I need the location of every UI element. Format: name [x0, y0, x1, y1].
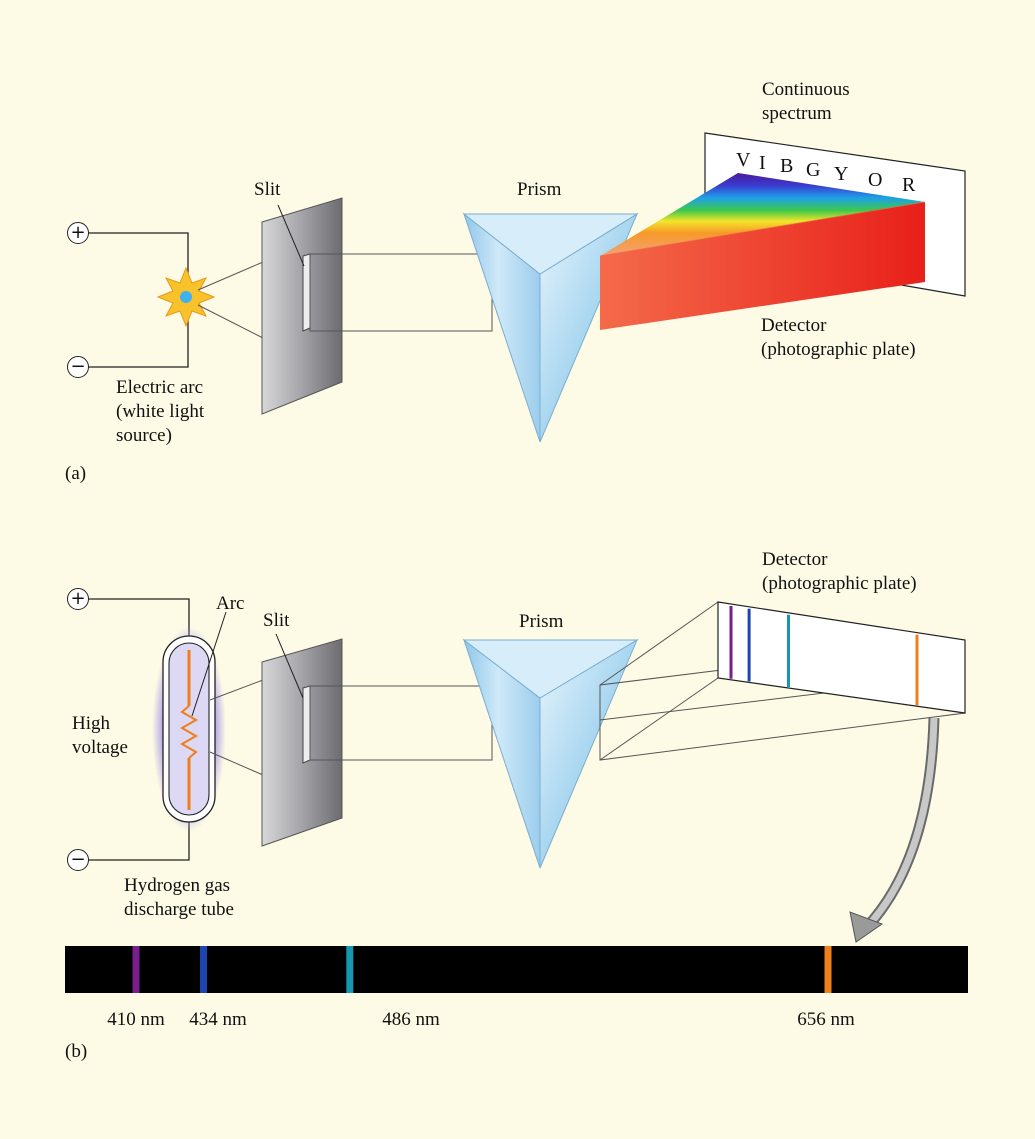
spectrum-label-line2: spectrum — [762, 103, 832, 124]
letter-o: O — [868, 169, 883, 191]
curved-arrow-inner — [866, 718, 934, 928]
ray-a-top — [198, 262, 263, 290]
panel-a-tag: (a) — [65, 463, 87, 484]
letter-v: V — [736, 149, 751, 171]
detector-label-b-line2: (photographic plate) — [762, 573, 917, 594]
voltage-label-line1: High — [72, 713, 110, 734]
source-label-line3: source) — [116, 425, 172, 446]
prism-label-b: Prism — [519, 611, 564, 632]
letter-r: R — [902, 174, 916, 196]
detector-label-b-line1: Detector — [762, 549, 828, 570]
arc-label: Arc — [216, 593, 245, 614]
plus-terminal-a: + — [67, 222, 89, 244]
prism-label-a: Prism — [517, 179, 562, 200]
line-label-656: 656 nm — [797, 1009, 855, 1030]
detector-label-a-line1: Detector — [761, 315, 827, 336]
detector-label-a-line2: (photographic plate) — [761, 339, 916, 360]
letter-y: Y — [834, 163, 849, 185]
slit-opening-b — [303, 686, 310, 763]
spectral-line-486 — [346, 946, 353, 993]
detector-plate-b — [718, 602, 965, 713]
line-label-410: 410 nm — [107, 1009, 165, 1030]
slit-label-a: Slit — [254, 179, 281, 200]
source-label-line1: Electric arc — [116, 377, 204, 398]
letter-g: G — [806, 159, 821, 181]
tube-label-line1: Hydrogen gas — [124, 875, 231, 896]
panel-b-tag: (b) — [65, 1041, 88, 1062]
slit-plate-a — [262, 198, 342, 414]
letter-i: I — [759, 152, 766, 174]
fan-bottom-b — [600, 678, 718, 760]
spectral-line-656 — [825, 946, 832, 993]
line-label-486: 486 nm — [382, 1009, 440, 1030]
plus-terminal-b: + — [67, 588, 89, 610]
letter-b: B — [780, 155, 794, 177]
slit-label-b: Slit — [263, 610, 290, 631]
minus-terminal-a: − — [67, 356, 89, 378]
slit-plate-b — [262, 639, 342, 846]
spectrum-label-line1: Continuous — [762, 79, 850, 100]
wire-minus-a — [88, 318, 188, 367]
spectral-line-434 — [200, 946, 207, 993]
tube-label-line2: discharge tube — [124, 899, 234, 920]
arc-core-icon — [180, 291, 192, 303]
ray-a-bottom — [198, 305, 263, 338]
wire-plus-a — [88, 233, 188, 282]
line-label-434: 434 nm — [189, 1009, 247, 1030]
voltage-label-line2: voltage — [72, 737, 128, 758]
minus-terminal-b: − — [67, 849, 89, 871]
spectral-line-410 — [133, 946, 140, 993]
source-label-line2: (white light — [116, 401, 205, 422]
